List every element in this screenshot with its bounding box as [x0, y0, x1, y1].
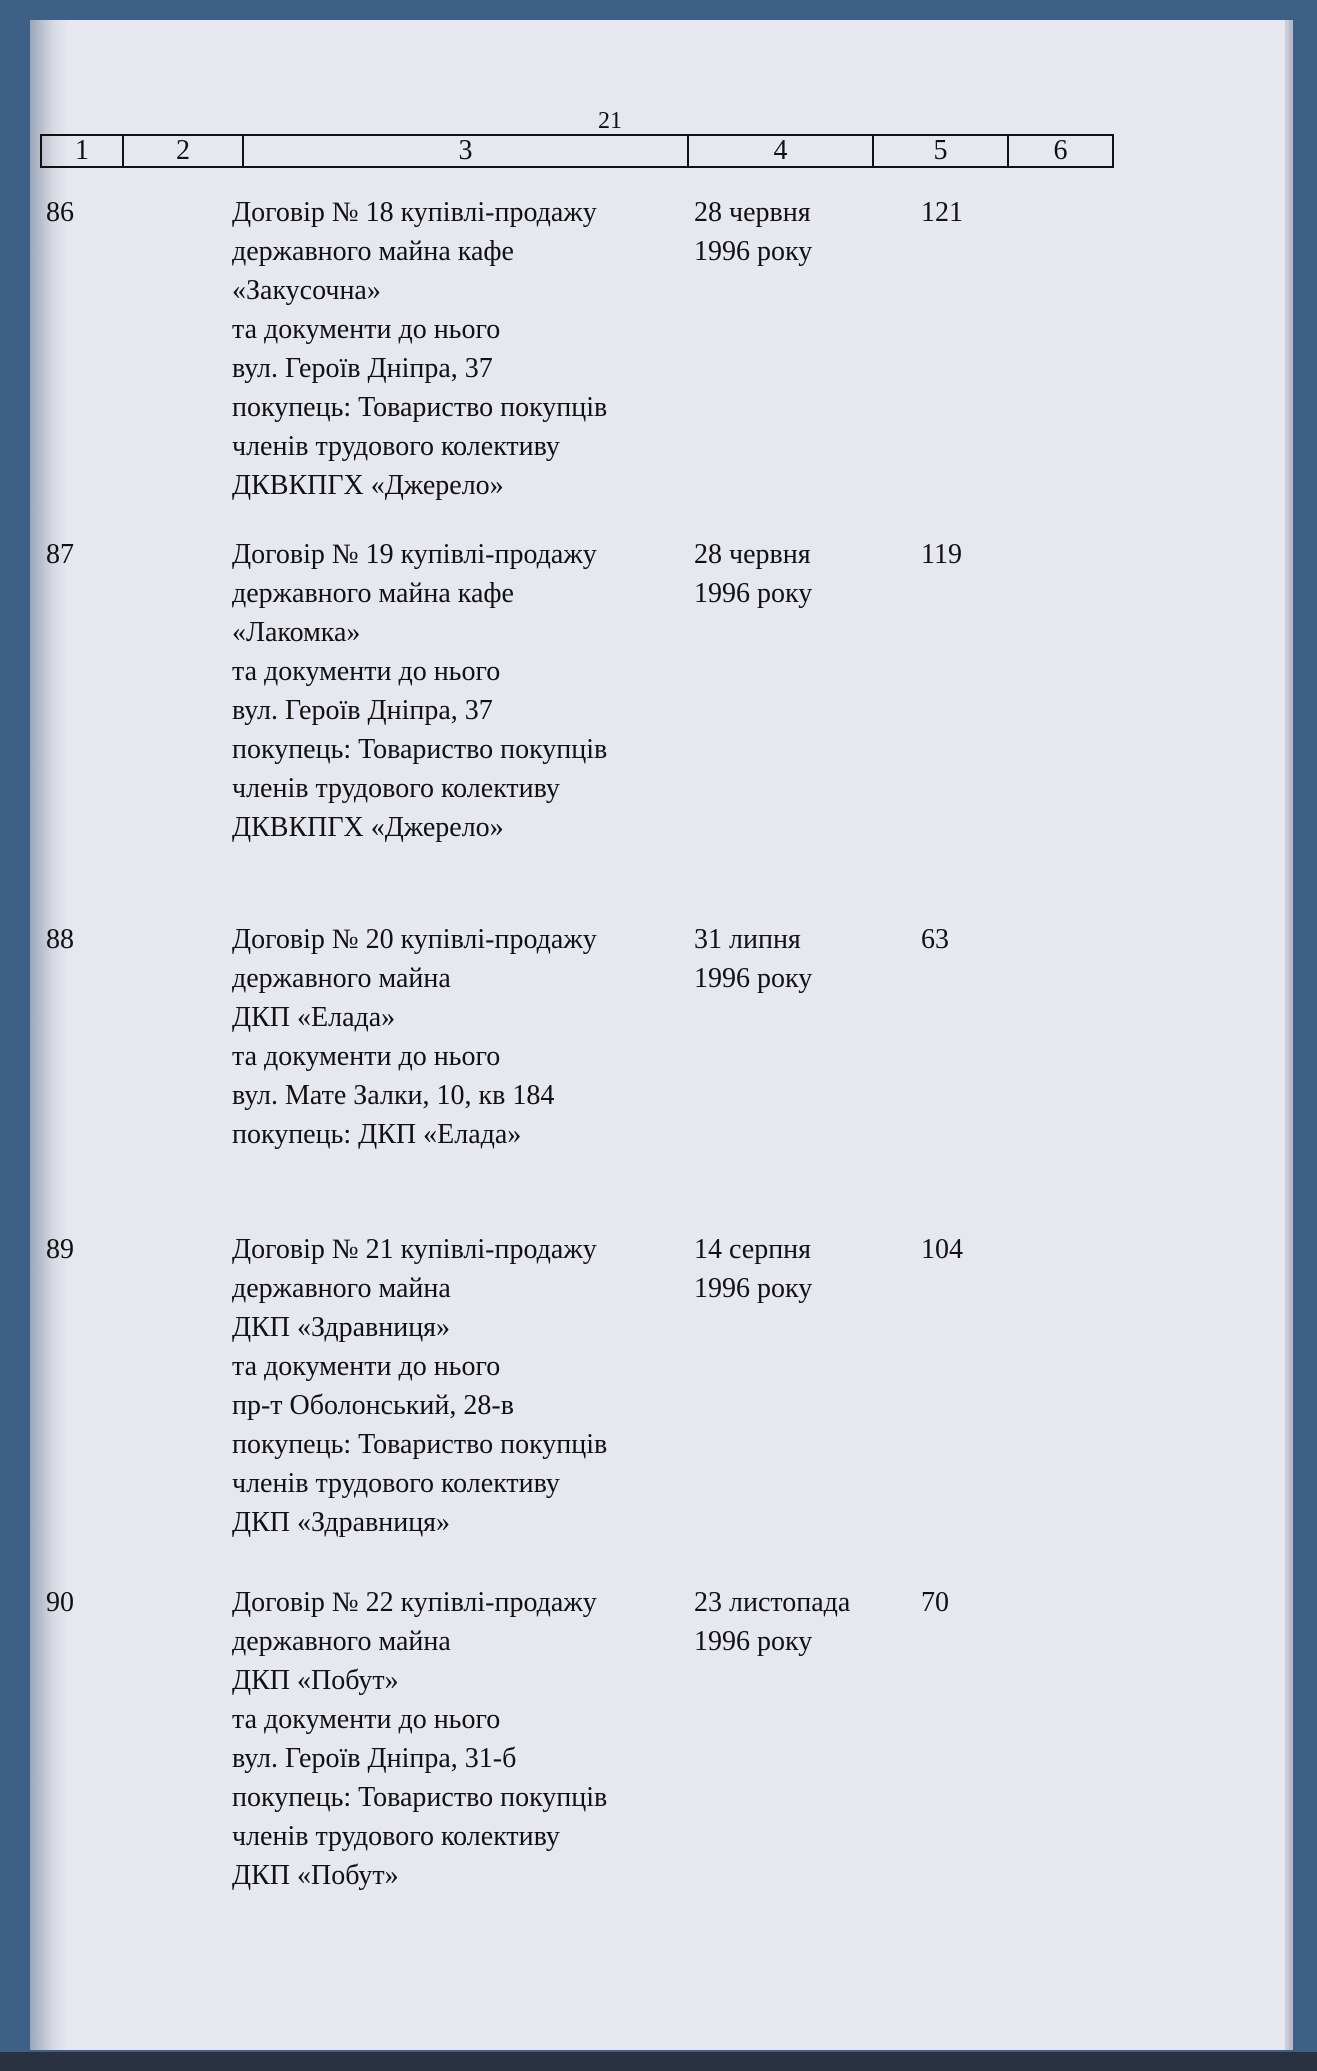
description-line: членів трудового колективу — [232, 773, 560, 804]
entry-number: 86 — [46, 197, 74, 228]
entry-description — [232, 535, 692, 847]
description-line: покупець: ДКП «Елада» — [232, 1119, 522, 1150]
description-line: членів трудового колективу — [232, 1821, 560, 1852]
description-line: членів трудового колективу — [232, 431, 560, 462]
entry-number: 88 — [46, 924, 74, 955]
entry-date — [694, 1583, 850, 1661]
date-line: 31 липня — [694, 924, 801, 955]
description-line: ДКП «Елада» — [232, 1002, 396, 1033]
description-line: та документи до нього — [232, 656, 501, 687]
description-line: Договір № 18 купівлі-продажу — [232, 197, 597, 228]
column-header-2: 2 — [124, 136, 244, 166]
page-number: 21 — [598, 108, 622, 134]
description-line: та документи до нього — [232, 1041, 501, 1072]
column-header-4: 4 — [689, 136, 874, 166]
entry-description — [232, 193, 692, 505]
description-line: ДКВКПГХ «Джерело» — [232, 470, 504, 501]
description-line: Договір № 22 купівлі-продажу — [232, 1587, 597, 1618]
description-line: Договір № 19 купівлі-продажу — [232, 539, 597, 570]
description-line: ДКП «Здравниця» — [232, 1507, 451, 1538]
entry-page-count: 121 — [921, 197, 963, 228]
description-line: «Закусочна» — [232, 275, 381, 306]
date-line: 1996 року — [694, 236, 813, 267]
entry-page-count: 70 — [921, 1587, 949, 1618]
description-line: державного майна кафе — [232, 236, 514, 267]
description-line: ДКП «Здравниця» — [232, 1312, 451, 1343]
entry-description — [232, 1230, 692, 1542]
description-line: вул. Героїв Дніпра, 31-б — [232, 1743, 517, 1774]
description-line: покупець: Товариство покупців — [232, 1429, 608, 1460]
description-line: вул. Мате Залки, 10, кв 184 — [232, 1080, 555, 1111]
date-line: 28 червня — [694, 197, 811, 228]
column-header-3: 3 — [244, 136, 689, 166]
entry-date — [694, 920, 812, 998]
entry-number: 90 — [46, 1587, 74, 1618]
entry-date — [694, 193, 812, 271]
description-line: покупець: Товариство покупців — [232, 734, 608, 765]
description-line: та документи до нього — [232, 1704, 501, 1735]
description-line: ДКП «Побут» — [232, 1665, 399, 1696]
description-line: «Лакомка» — [232, 617, 361, 648]
entry-page-count: 63 — [921, 924, 949, 955]
description-line: вул. Героїв Дніпра, 37 — [232, 695, 493, 726]
column-header-row — [40, 134, 1114, 168]
entry-number: 89 — [46, 1234, 74, 1265]
column-header-1: 1 — [42, 136, 124, 166]
entry-description — [232, 1583, 692, 1895]
description-line: Договір № 20 купівлі-продажу — [232, 924, 597, 955]
column-header-6: 6 — [1053, 135, 1068, 166]
description-line: державного майна — [232, 963, 451, 994]
description-line: та документи до нього — [232, 314, 501, 345]
description-line: членів трудового колективу — [232, 1468, 560, 1499]
scan-background-edge — [0, 2052, 1317, 2071]
entry-page-count: 119 — [921, 539, 962, 570]
description-line: ДКП «Побут» — [232, 1860, 399, 1891]
description-line: Договір № 21 купівлі-продажу — [232, 1234, 597, 1265]
description-line: покупець: Товариство покупців — [232, 392, 608, 423]
description-line: пр-т Оболонський, 28-в — [232, 1390, 514, 1421]
date-line: 28 червня — [694, 539, 811, 570]
entry-page-count: 104 — [921, 1234, 963, 1265]
description-line: та документи до нього — [232, 1351, 501, 1382]
description-line: ДКВКПГХ «Джерело» — [232, 812, 504, 843]
description-line: покупець: Товариство покупців — [232, 1782, 608, 1813]
entry-date — [694, 1230, 812, 1308]
description-line: державного майна кафе — [232, 578, 514, 609]
binding-shadow — [30, 20, 68, 2050]
entry-date — [694, 535, 812, 613]
entry-number: 87 — [46, 539, 74, 570]
description-line: вул. Героїв Дніпра, 37 — [232, 353, 493, 384]
entry-description — [232, 920, 692, 1154]
date-line: 14 серпня — [694, 1234, 812, 1265]
column-header-5: 5 — [874, 136, 1009, 166]
description-line: державного майна — [232, 1626, 451, 1657]
date-line: 1996 року — [694, 1626, 813, 1657]
description-line: державного майна — [232, 1273, 451, 1304]
date-line: 23 листопада — [694, 1587, 851, 1618]
date-line: 1996 року — [694, 963, 813, 994]
date-line: 1996 року — [694, 578, 813, 609]
date-line: 1996 року — [694, 1273, 813, 1304]
